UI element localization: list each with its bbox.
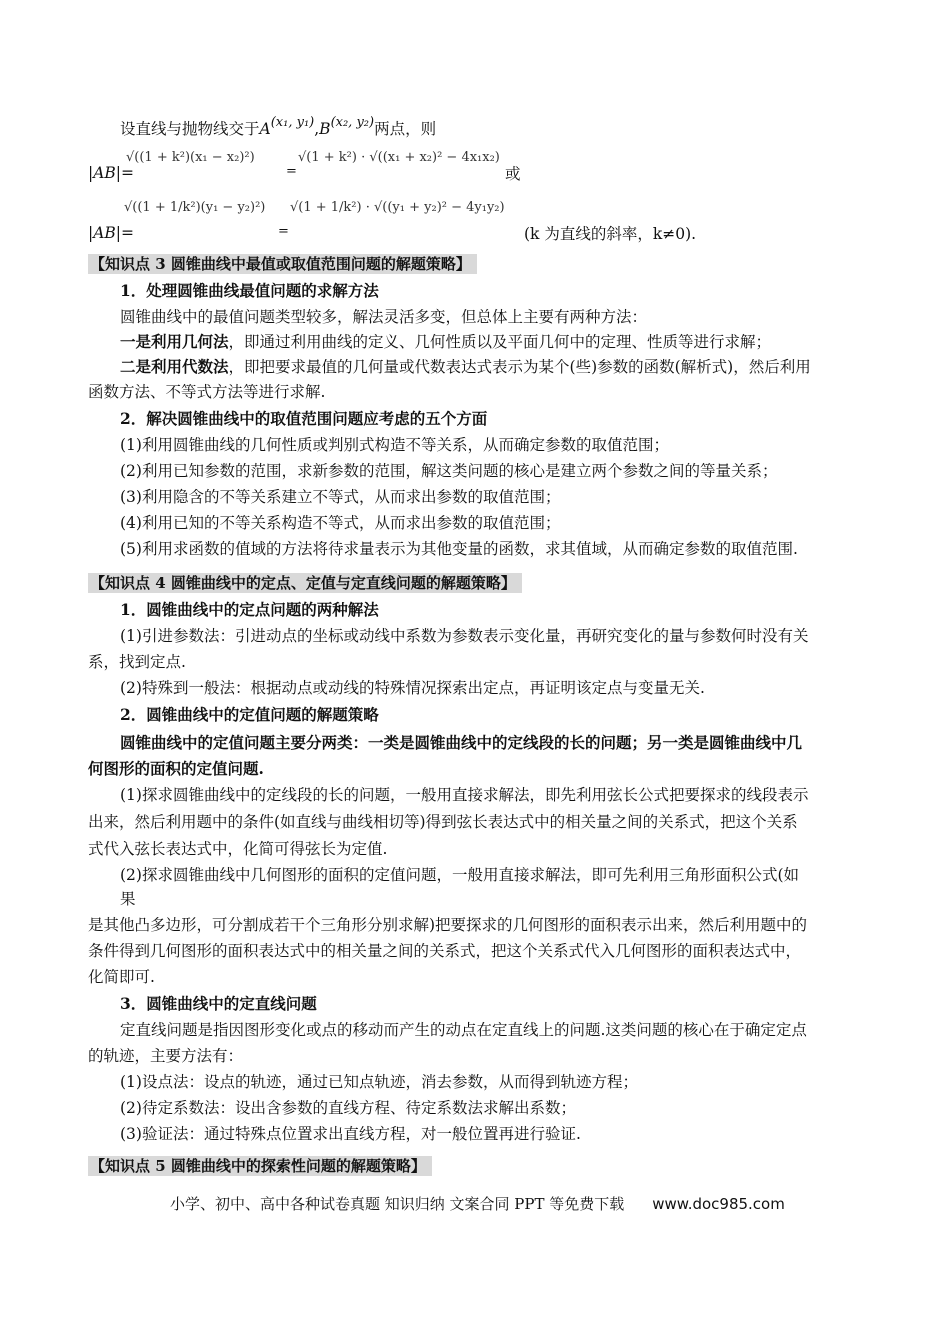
- section-4-sub-2: 2．圆锥曲线中的定值问题的解题策略: [120, 705, 379, 724]
- section-3-item-4: (4)利用已知的不等关系构造不等式，从而求出参数的取值范围；: [120, 514, 561, 532]
- section-4-b2: (2)探求圆锥曲线中几何图形的面积的定值问题，一般用直接求解法，即可先利用三角形面积公式(如: [120, 866, 800, 884]
- section-3-sub-1: 1．处理圆锥曲线最值问题的求解方法: [120, 281, 379, 300]
- section-4-c0: 定直线问题是指因图形变化或点的移动而产生的动点在定直线上的问题.这类问题的核心在于确定定点: [120, 1021, 807, 1039]
- formula-2-eq: =: [278, 224, 289, 239]
- section-4-b1-cont-2: 式代入弦长表达式中，化简可得弦长为定值.: [88, 840, 388, 858]
- section-3-item-1: (1)利用圆锥曲线的几何性质或判别式构造不等关系，从而确定参数的取值范围；: [120, 436, 669, 454]
- formula-1-part2: √(1 + k²) · √((x₁ + x₂)² − 4x₁x₂): [298, 150, 500, 165]
- section-4-c3: (3)验证法：通过特殊点位置求出直线方程，对一般位置再进行验证.: [120, 1125, 581, 1143]
- formula-2-part2: √(1 + 1/k²) · √((y₁ + y₂)² − 4y₁y₂): [290, 200, 505, 215]
- formula-1-part1: √((1 + k²)(x₁ − x₂)²): [126, 150, 255, 165]
- intro-text-end: 两点，则: [374, 120, 437, 138]
- section-4-b1: (1)探求圆锥曲线中的定线段的长的问题，一般用直接求解法，即先利用弦长公式把要探求的线段表示: [120, 786, 809, 804]
- section-4-b2-cont-3: 化简即可.: [88, 968, 155, 986]
- section-3-sub-2: 2．解决圆锥曲线中的取值范围问题应考虑的五个方面: [120, 409, 488, 428]
- section-3-header: 【知识点 3 圆锥曲线中最值或取值范围问题的解题策略】: [88, 254, 477, 274]
- formula-2-part1: √((1 + 1/k²)(y₁ − y₂)²): [124, 200, 266, 215]
- section-3-p3: 二是利用代数法，即把要求最值的几何量或代数表达式表示为某个(些)参数的函数(解析式)，然后利用: [120, 357, 811, 376]
- section-3-p2: 一是利用几何法，即通过利用曲线的定义、几何性质以及平面几何中的定理、性质等进行求解；: [120, 332, 772, 351]
- section-4-header: 【知识点 4 圆锥曲线中的定点、定值与定直线问题的解题策略】: [88, 573, 522, 593]
- section-4-a2: (2)特殊到一般法：根据动点或动线的特殊情况探索出定点，再证明该定点与变量无关.: [120, 679, 705, 697]
- formula-1-or: 或: [505, 165, 521, 183]
- intro-line: 设直线与抛物线交于$A^{(x_1, y_1)},B^{(x_2, y_2)}$两点，则: [120, 115, 437, 138]
- section-5-header: 【知识点 5 圆锥曲线中的探索性问题的解题策略】: [88, 1156, 432, 1176]
- section-4-b2-word: 果: [120, 890, 136, 908]
- section-3-p3-cont: 函数方法、不等式方法等进行求解.: [88, 383, 326, 401]
- section-4-sub-1: 1．圆锥曲线中的定点问题的两种解法: [120, 600, 379, 619]
- section-4-c2: (2)待定系数法：设出含参数的直线方程、待定系数法求解出系数；: [120, 1099, 576, 1117]
- section-3-p1: 圆锥曲线中的最值问题类型较多，解法灵活多变，但总体上主要有两种方法：: [120, 308, 648, 326]
- section-3-item-3: (3)利用隐含的不等关系建立不等式，从而求出参数的取值范围；: [120, 488, 561, 506]
- section-4-b-bold-1: 圆锥曲线中的定值问题主要分两类：一类是圆锥曲线中的定线段的长的问题；另一类是圆锥曲线中几: [120, 733, 803, 752]
- formula-2-note: (k 为直线的斜率，k≠0).: [524, 225, 697, 243]
- section-4-c0-cont: 的轨迹，主要方法有：: [88, 1047, 244, 1065]
- point-b-label: B: [319, 120, 331, 138]
- section-4-a1: (1)引进参数法：引进动点的坐标或动线中系数为参数表示变化量，再研究变化的量与参数何时没有关: [120, 627, 809, 645]
- section-4-b1-cont-1: 出来，然后利用题中的条件(如直线与曲线相切等)得到弦长表达式中的相关量之间的关系式，把这个关系: [88, 813, 798, 831]
- formula-2-lhs: |AB|=: [88, 224, 135, 242]
- point-b-coords: (x₂, y₂): [330, 115, 375, 130]
- footer-text: 小学、初中、高中各种试卷真题 知识归纳 文案合同 PPT 等免费下载: [170, 1195, 625, 1213]
- section-4-a1-cont: 系，找到定点.: [88, 653, 186, 671]
- section-4-sub-3: 3．圆锥曲线中的定直线问题: [120, 994, 317, 1013]
- section-3-item-2: (2)利用已知参数的范围，求新参数的范围，解这类问题的核心是建立两个参数之间的等量关系；: [120, 462, 778, 480]
- section-4-b-bold-2: 何图形的面积的定值问题.: [88, 759, 264, 778]
- section-4-b2-cont-2: 条件得到几何图形的面积表达式中的相关量之间的关系式，把这个关系式代入几何图形的面积表达式中，: [88, 942, 802, 960]
- formula-1: [88, 162, 863, 184]
- formula-1-lhs: |AB|=: [88, 164, 135, 182]
- section-3-item-5: (5)利用求函数的值域的方法将待求量表示为其他变量的函数，求其值域，从而确定参数的取值范围.: [120, 540, 798, 558]
- section-4-c1: (1)设点法：设点的轨迹，通过已知点轨迹，消去参数，从而得到轨迹方程；: [120, 1073, 638, 1091]
- intro-text: 设直线与抛物线交于: [120, 120, 260, 138]
- formula-1-eq: =: [286, 164, 297, 179]
- footer-url[interactable]: www.doc985.com: [652, 1195, 785, 1213]
- formula-2: [88, 222, 863, 244]
- point-a-label: A: [259, 120, 271, 138]
- page-footer: [170, 1193, 785, 1214]
- section-4-b2-cont-1: 是其他凸多边形，可分割成若干个三角形分别求解)把要探求的几何图形的面积表示出来，然后利用题中的: [88, 916, 808, 934]
- point-a-coords: (x₁, y₁): [270, 115, 315, 130]
